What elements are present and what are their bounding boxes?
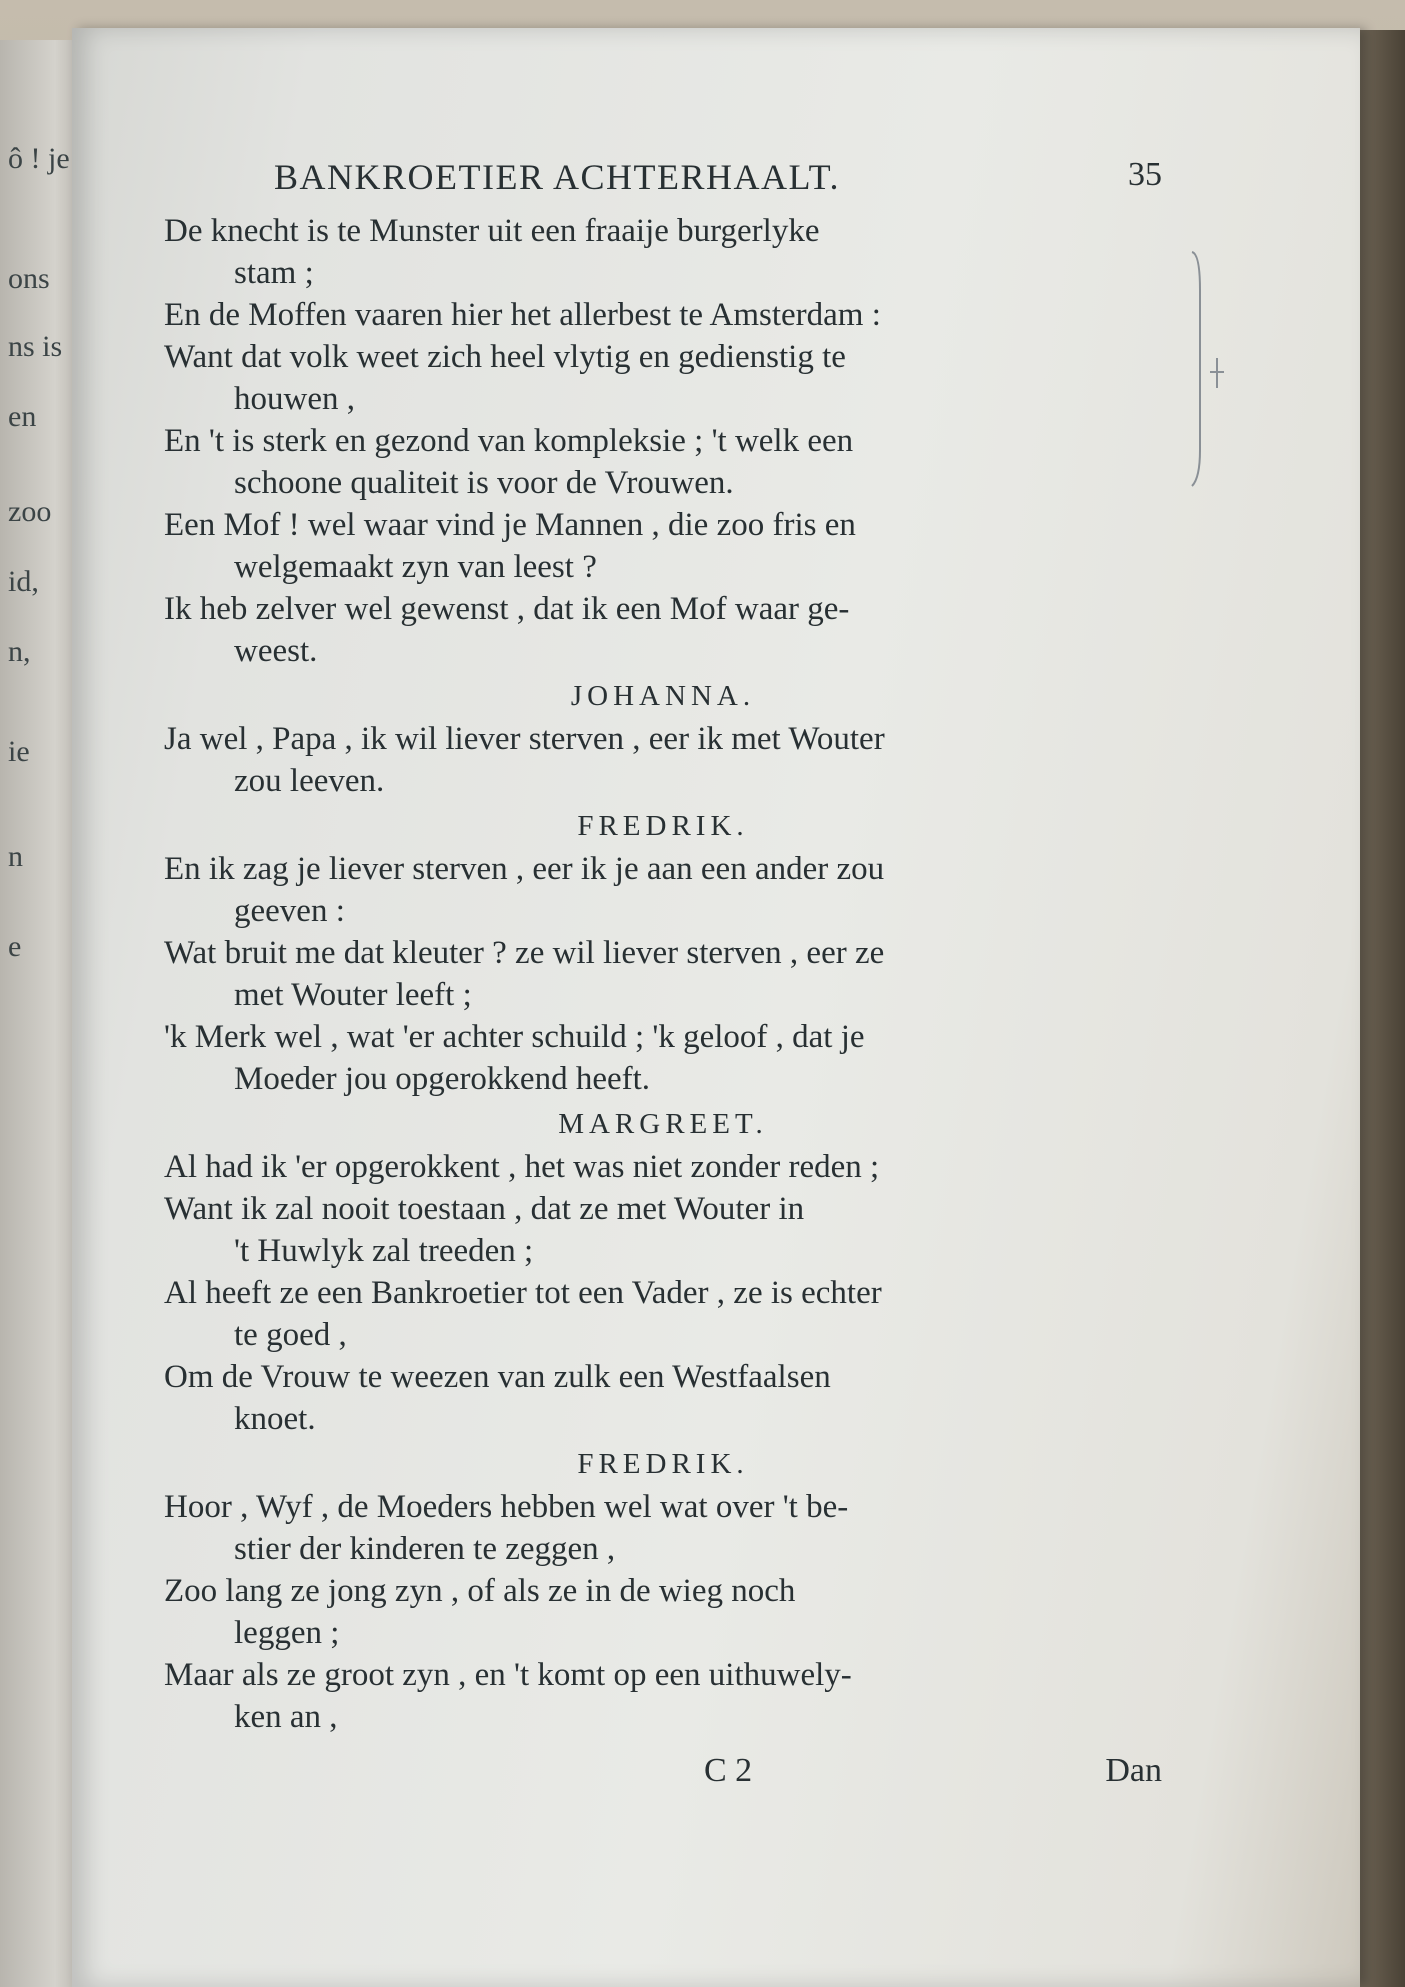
verse-line-continuation: welgemaakt zyn van leest ? (234, 549, 597, 585)
verse-line: Ja wel , Papa , ik wil liever sterven , eer ik met Wouter (164, 721, 885, 757)
verse-line: De knecht is te Munster uit een fraaije burgerlyke (164, 213, 820, 249)
page-text (164, 152, 1162, 1800)
book-page (72, 28, 1360, 1987)
left-page-fragment: ie (8, 735, 30, 768)
verse-line: En de Moffen vaaren hier het allerbest te Amsterdam : (164, 297, 881, 333)
left-page-fragment: en (8, 400, 37, 433)
speaker-name: JOHANNA. (570, 680, 756, 712)
verse-line-continuation: te goed , (234, 1317, 347, 1353)
verse-line: Want ik zal nooit toestaan , dat ze met Wouter in (164, 1191, 805, 1227)
verse-line-continuation: geeven : (234, 893, 345, 929)
verse-line: Want dat volk weet zich heel vlytig en gedienstig te (164, 339, 846, 375)
verse-line-continuation: leggen ; (234, 1615, 340, 1651)
left-page-fragment: n (8, 840, 23, 873)
verse-line: Maar als ze groot zyn , en 't komt op een uithuwely- (164, 1657, 852, 1693)
verse-line: Om de Vrouw te weezen van zulk een Westfaalsen (164, 1359, 831, 1395)
catchword: Dan (1105, 1752, 1162, 1789)
verse-line-continuation: met Wouter leeft ; (234, 977, 472, 1013)
left-page-fragment: e (8, 930, 22, 963)
verse-body (164, 210, 1162, 1738)
left-page-fragment: ons (8, 262, 50, 295)
pencil-bracket-mark (1190, 250, 1224, 488)
left-page-fragment: id, (8, 565, 39, 598)
page-footer (164, 1744, 1162, 1800)
verse-line-continuation: knoet. (234, 1401, 316, 1437)
verse-line: En ik zag je liever sterven , eer ik je aan een ander zou (164, 851, 885, 887)
verse-line: 'k Merk wel , wat 'er achter schuild ; 'k geloof , dat je (164, 1019, 865, 1055)
running-head (164, 152, 1162, 210)
verse-line-continuation: Moeder jou opgerokkend heeft. (234, 1061, 651, 1097)
verse-line: Een Mof ! wel waar vind je Mannen , die zoo fris en (164, 507, 856, 543)
speaker-name: MARGREET. (558, 1108, 768, 1140)
running-title: BANKROETIER ACHTERHAALT. (274, 157, 840, 197)
verse-line-continuation: houwen , (234, 381, 355, 417)
verse-line-continuation: zou leeven. (234, 763, 385, 799)
verse-line: Al had ik 'er opgerokkent , het was niet zonder reden ; (164, 1149, 880, 1185)
verse-line-continuation: stier der kinderen te zeggen , (234, 1531, 616, 1567)
verse-line-continuation: weest. (234, 633, 318, 669)
verse-line: Hoor , Wyf , de Moeders hebben wel wat over 't be- (164, 1489, 849, 1525)
speaker-name: FREDRIK. (577, 810, 749, 842)
speaker-name: FREDRIK. (577, 1448, 749, 1480)
left-page-fragment: zoo (8, 495, 52, 528)
verse-line: Ik heb zelver wel gewenst , dat ik een Mof waar ge- (164, 591, 850, 627)
page-number: 35 (1128, 156, 1162, 193)
left-page-fragment: ns is (8, 330, 63, 363)
signature-mark: C 2 (704, 1752, 753, 1789)
verse-line-continuation: 't Huwlyk zal treeden ; (234, 1233, 534, 1269)
verse-line-continuation: stam ; (234, 255, 314, 291)
verse-line: Al heeft ze een Bankroetier tot een Vader , ze is echter (164, 1275, 882, 1311)
verse-line: Zoo lang ze jong zyn , of als ze in de wieg noch (164, 1573, 796, 1609)
verse-line: Wat bruit me dat kleuter ? ze wil liever sterven , eer ze (164, 935, 885, 971)
left-page-fragment: n, (8, 635, 31, 668)
left-page-fragment: ô ! je (8, 142, 70, 175)
verse-line-continuation: ken an , (234, 1699, 338, 1735)
verse-line: En 't is sterk en gezond van kompleksie ; 't welk een (164, 423, 854, 459)
verse-line-continuation: schoone qualiteit is voor de Vrouwen. (234, 465, 734, 501)
